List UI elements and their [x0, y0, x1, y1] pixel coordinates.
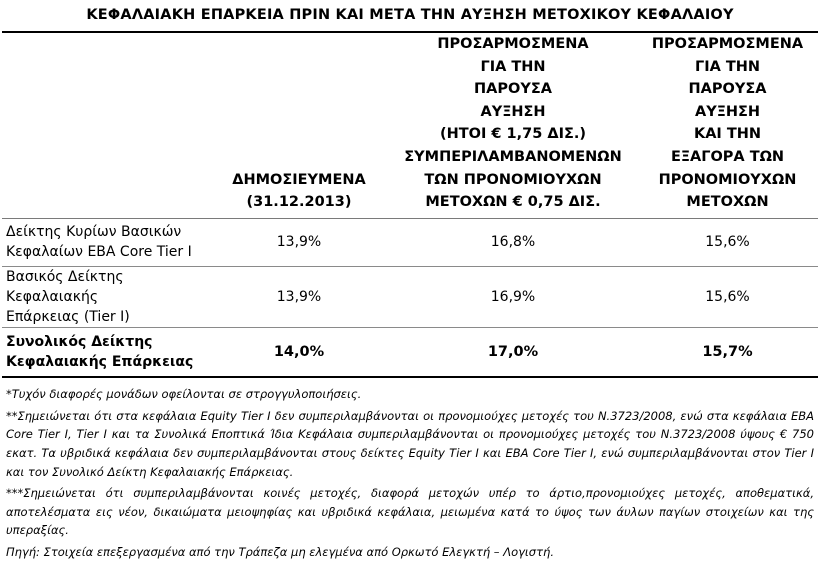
footnote-components: ***Σημειώνεται ότι συμπεριλαμβάνονται κοινές μετοχές, διαφορά μετοχών υπέρ το άρτιο,προνομιούχες μετοχές, αποθεματικά, αποτελέσματα εις νέον, δικαιώματα μειοψηφίας και υβριδικά κεφάλαια, μειωμένα κατά το ύψος των άυλων παγίων στοιχείων και της υπεραξίας.: [6, 486, 814, 538]
cell-adjusted-increase: 17,0%: [389, 327, 637, 377]
table-row-tier1: [2, 266, 818, 327]
header-adjusted-buyback: ΠΡΟΣΑΡΜΟΣΜΕΝΑ ΓΙΑ ΤΗΝ ΠΑΡΟΥΣΑ ΑΥΞΗΣΗ ΚΑΙ ΤΗΝ ΕΞΑΓΟΡΑ ΤΩΝ ΠΡΟΝΟΜΙΟΥΧΩΝ ΜΕΤΟΧΩΝ: [637, 33, 818, 218]
footnotes: [2, 385, 818, 561]
cell-adjusted-buyback: 15,6%: [637, 266, 818, 327]
cell-published: 13,9%: [209, 218, 389, 266]
row-label: Δείκτης Κυρίων Βασικών Κεφαλαίων EBA Core Tier I: [2, 218, 209, 266]
cell-published: 14,0%: [209, 327, 389, 377]
footnote-rounding: *Τυχόν διαφορές μονάδων οφείλονται σε στρογγυλοποιήσεις.: [6, 387, 362, 402]
cell-adjusted-increase: 16,8%: [389, 218, 637, 266]
header-row: [2, 33, 818, 218]
source-note: Πηγή: Στοιχεία επεξεργασμένα από την Τράπεζα μη ελεγμένα από Ορκωτό Ελεγκτή – Λογιστή.: [6, 545, 554, 559]
cell-adjusted-buyback: 15,7%: [637, 327, 818, 377]
cell-published: 13,9%: [209, 266, 389, 327]
table-title: ΚΕΦΑΛΑΙΑΚΗ ΕΠΑΡΚΕΙΑ ΠΡΙΝ ΚΑΙ ΜΕΤΑ ΤΗΝ ΑΥΞΗΣΗ ΜΕΤΟΧΙΚΟΥ ΚΕΦΑΛΑΙΟΥ: [2, 0, 818, 33]
table-row-core-tier1: [2, 218, 818, 266]
capital-adequacy-table: [2, 33, 818, 378]
cell-adjusted-increase: 16,9%: [389, 266, 637, 327]
row-label: Βασικός Δείκτης Κεφαλαιακής Επάρκειας (Tier I): [2, 266, 209, 327]
header-published: ΔΗΜΟΣΙΕΥΜΕΝΑ (31.12.2013): [209, 33, 389, 218]
header-empty: [2, 33, 209, 218]
cell-adjusted-buyback: 15,6%: [637, 218, 818, 266]
capital-adequacy-document: [2, 0, 818, 565]
table-row-total-capital: [2, 327, 818, 377]
header-adjusted-increase: ΠΡΟΣΑΡΜΟΣΜΕΝΑ ΓΙΑ ΤΗΝ ΠΑΡΟΥΣΑ ΑΥΞΗΣΗ (ΗΤΟΙ € 1,75 ΔΙΣ.) ΣΥΜΠΕΡΙΛΑΜΒΑΝΟΜΕΝΩΝ ΤΩΝ ΠΡΟΝΟΜΙΟΥΧΩΝ ΜΕΤΟΧΩΝ € 0,75 ΔΙΣ.: [389, 33, 637, 218]
footnote-equity-tier1: **Σημειώνεται ότι στα κεφάλαια Equity Tier I δεν συμπεριλαμβάνονται οι προνομιούχες μετοχές του Ν.3723/2008, ενώ στα κεφάλαια EBA Core Tier I, Tier I και τα Συνολικά Εποπτικά Ίδια Κεφάλαια συμπεριλαμβάνονται οι προνομιούχες μετοχές του Ν.3723/2008 ύψους € 750 εκατ. Τα υβριδικά κεφάλαια δεν συμπεριλαμβάνονται στους δείκτες Equity Tier I και EBA Core Tier I, ενώ συμπεριλαμβάνονται στον Tier I και τον Συνολικό Δείκτη Κεφαλαιακής Επάρκειας.: [6, 408, 814, 479]
row-label: Συνολικός Δείκτης Κεφαλαιακής Επάρκειας: [2, 327, 209, 377]
